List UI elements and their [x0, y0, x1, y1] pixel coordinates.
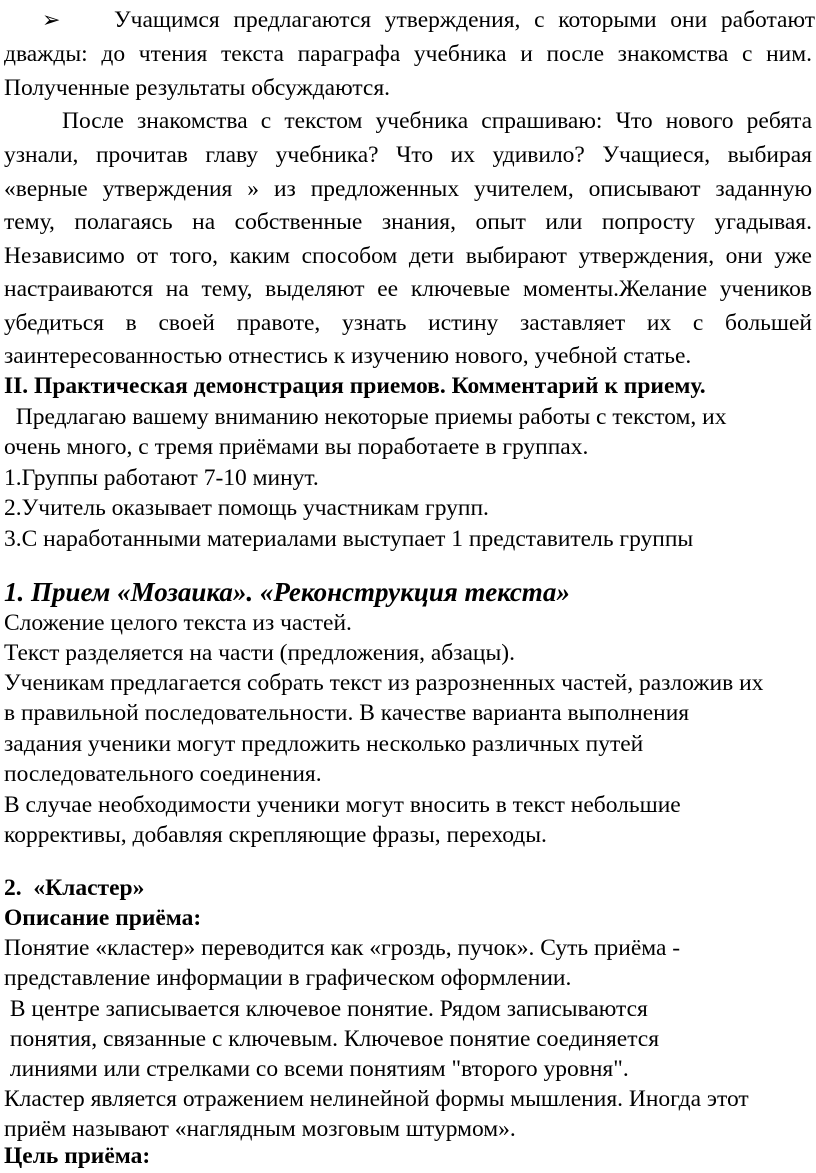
after-reading-line-4: тему, полагаясь на собственные знания, опыт или попросту угадывая. [4, 209, 812, 235]
mosaic-line-2: Текст разделяется на части (предложения, абзацы). [4, 640, 515, 666]
mosaic-line-8: коррективы, добавляя скрепляющие фразы, переходы. [4, 822, 547, 848]
section-ii-line-1: Предлагаю вашему вниманию некоторые приемы работы с текстом, их [4, 404, 727, 430]
section-ii-list-item-3: 3.С наработанными материалами выступает 1 представитель группы [4, 526, 694, 552]
cluster-line-3: В центре записывается ключевое понятие. Рядом записываются [4, 996, 648, 1022]
intro-line-2: дважды: до чтения текста параграфа учебника и после знакомства с ним. [4, 41, 812, 67]
mosaic-line-1: Сложение целого текста из частей. [4, 610, 352, 636]
mosaic-line-6: последовательного соединения. [4, 761, 322, 787]
cluster-line-5: линиями или стрелками со всеми понятиям "второго уровня". [4, 1056, 629, 1082]
cluster-line-1: Понятие «кластер» переводится как «гроздь, пучок». Суть приёма - [4, 935, 681, 961]
section-ii-heading: II. Практическая демонстрация приемов. Комментарий к приему. [4, 373, 706, 399]
cluster-goal-label: Цель приёма: [4, 1143, 151, 1169]
cluster-line-4: понятия, связанные с ключевым. Ключевое понятие соединяется [4, 1026, 660, 1052]
after-reading-line-3: «верные утверждения » из предложенных учителем, описывают заданную [4, 176, 812, 202]
after-reading-line-6: настраиваются на тему, выделяют ее ключевые моменты.Желание учеников [4, 276, 812, 302]
section-ii-list-item-1: 1.Группы работают 7-10 минут. [4, 465, 319, 491]
cluster-line-6: Кластер является отражением нелинейной формы мышления. Иногда этот [4, 1086, 749, 1112]
section-ii-list-item-2: 2.Учитель оказывает помощь участникам групп. [4, 495, 489, 521]
after-reading-line-7: убедиться в своей правоте, узнать истину заставляет их с большей [4, 310, 812, 336]
intro-line-1: Учащимся предлагаются утверждения, с которыми они работают [114, 7, 815, 33]
after-reading-line-8: заинтересованностью отнестись к изучению нового, учебной статье. [4, 343, 692, 369]
mosaic-line-7: В случае необходимости ученики могут вносить в текст небольшие [4, 792, 681, 818]
after-reading-line-2: узнали, прочитав главу учебника? Что их удивило? Учащиеся, выбирая [4, 142, 812, 168]
cluster-heading: 2. «Кластер» [4, 875, 145, 901]
mosaic-line-3: Ученикам предлагается собрать текст из разрозненных частей, разложив их [4, 670, 764, 696]
after-reading-line-5: Независимо от того, каким способом дети выбирают утверждения, они уже [4, 243, 812, 269]
cluster-line-7: приём называют «наглядным мозговым штурмом». [4, 1116, 516, 1142]
cluster-description-label: Описание приёма: [4, 905, 202, 931]
mosaic-line-4: в правильной последовательности. В качестве варианта выполнения [4, 700, 690, 726]
mosaic-heading: 1. Прием «Мозаика». «Реконструкция текста» [4, 577, 570, 607]
mosaic-line-5: задания ученики могут предложить несколько различных путей [4, 731, 644, 757]
section-ii-line-2: очень много, с тремя приёмами вы поработаете в группах. [4, 434, 589, 460]
cluster-line-2: представление информации в графическом оформлении. [4, 965, 572, 991]
arrow-bullet-icon: ➢ [42, 7, 61, 32]
after-reading-line-1: После знакомства с текстом учебника спрашиваю: Что нового ребята [62, 108, 812, 134]
intro-line-3: Полученные результаты обсуждаются. [4, 75, 391, 101]
